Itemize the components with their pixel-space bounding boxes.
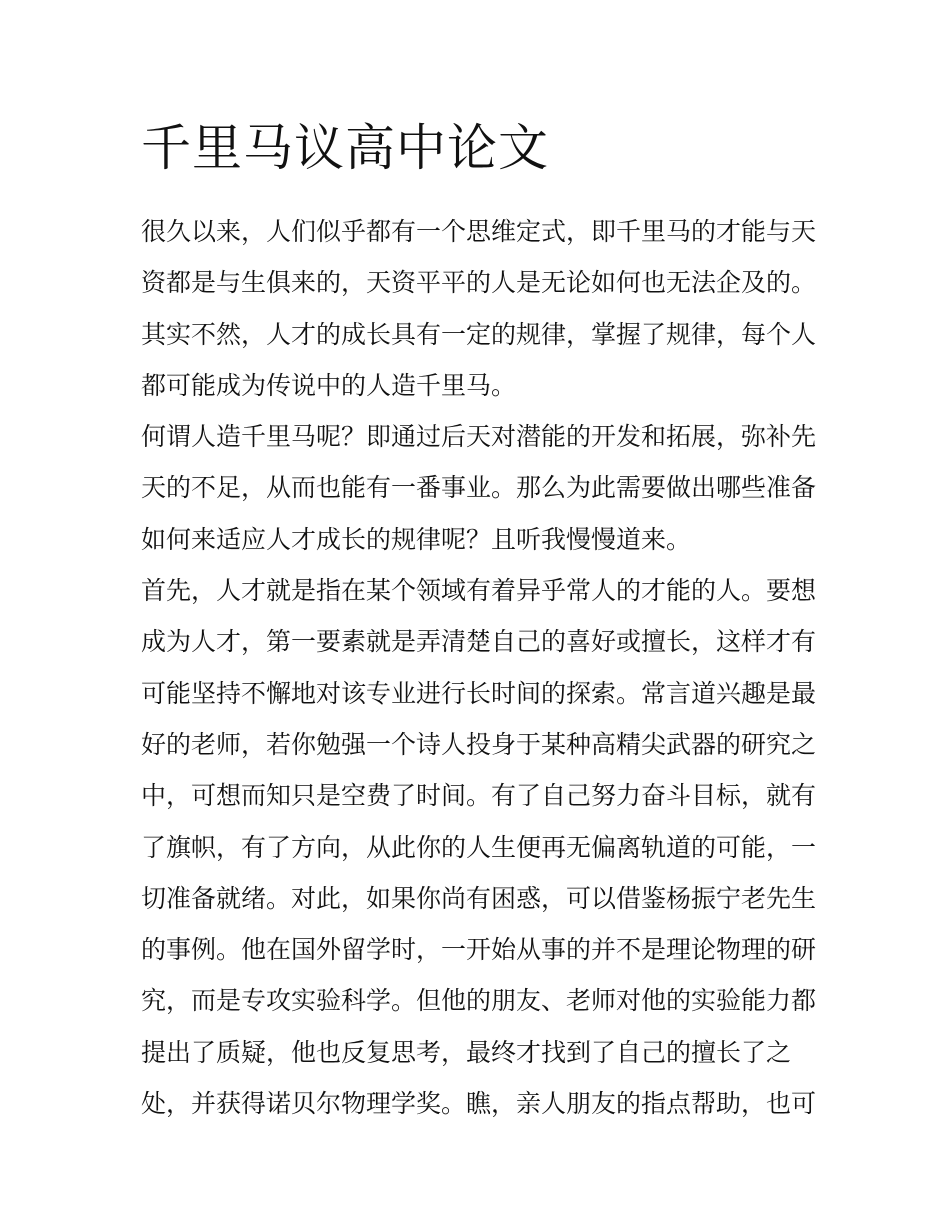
text-line: 可能坚持不懈地对该专业进行长时间的探索。常言道兴趣是最 — [141, 678, 817, 708]
text-line: 天的不足，从而也能有一番事业。那么为此需要做出哪些准备 — [141, 473, 817, 503]
text-line: 提出了质疑，他也反复思考，最终才找到了自己的擅长了之 — [141, 1037, 792, 1067]
paragraph-3 — [141, 565, 821, 1129]
text-line: 的事例。他在国外留学时，一开始从事的并不是理论物理的研 — [141, 935, 817, 965]
text-line: 都可能成为传说中的人造千里马。 — [141, 370, 517, 400]
paragraph-2 — [141, 411, 821, 565]
text-line: 切准备就绪。对此，如果你尚有困惑，可以借鉴杨振宁老先生 — [141, 883, 817, 913]
text-line: 处，并获得诺贝尔物理学奖。瞧，亲人朋友的指点帮助，也可 — [141, 1089, 817, 1119]
paragraph-1 — [141, 206, 821, 411]
text-line: 首先，人才就是指在某个领域有着异乎常人的才能的人。要想 — [141, 576, 817, 606]
text-line: 了旗帜，有了方向，从此你的人生便再无偏离轨道的可能，一 — [141, 832, 817, 862]
text-line: 究，而是专攻实验科学。但他的朋友、老师对他的实验能力都 — [141, 986, 817, 1016]
text-line: 很久以来，人们似乎都有一个思维定式，即千里马的才能与天 — [141, 217, 817, 246]
text-line: 好的老师，若你勉强一个诗人投身于某种高精尖武器的研究之 — [141, 729, 817, 759]
document-page — [141, 112, 821, 1129]
text-line: 如何来适应人才成长的规律呢？且听我慢慢道来。 — [141, 524, 692, 554]
text-line: 成为人才，第一要素就是弄清楚自己的喜好或擅长，这样才有 — [141, 627, 817, 657]
text-line: 何谓人造千里马呢？即通过后天对潜能的开发和拓展，弥补先 — [141, 422, 817, 452]
document-title: 千里马议高中论文 — [141, 119, 549, 177]
text-line: 资都是与生俱来的，天资平平的人是无论如何也无法企及的。 — [141, 268, 817, 298]
text-line: 其实不然，人才的成长具有一定的规律，掌握了规律，每个人 — [141, 319, 817, 349]
text-line: 中，可想而知只是空费了时间。有了自己努力奋斗目标，就有 — [141, 781, 817, 811]
